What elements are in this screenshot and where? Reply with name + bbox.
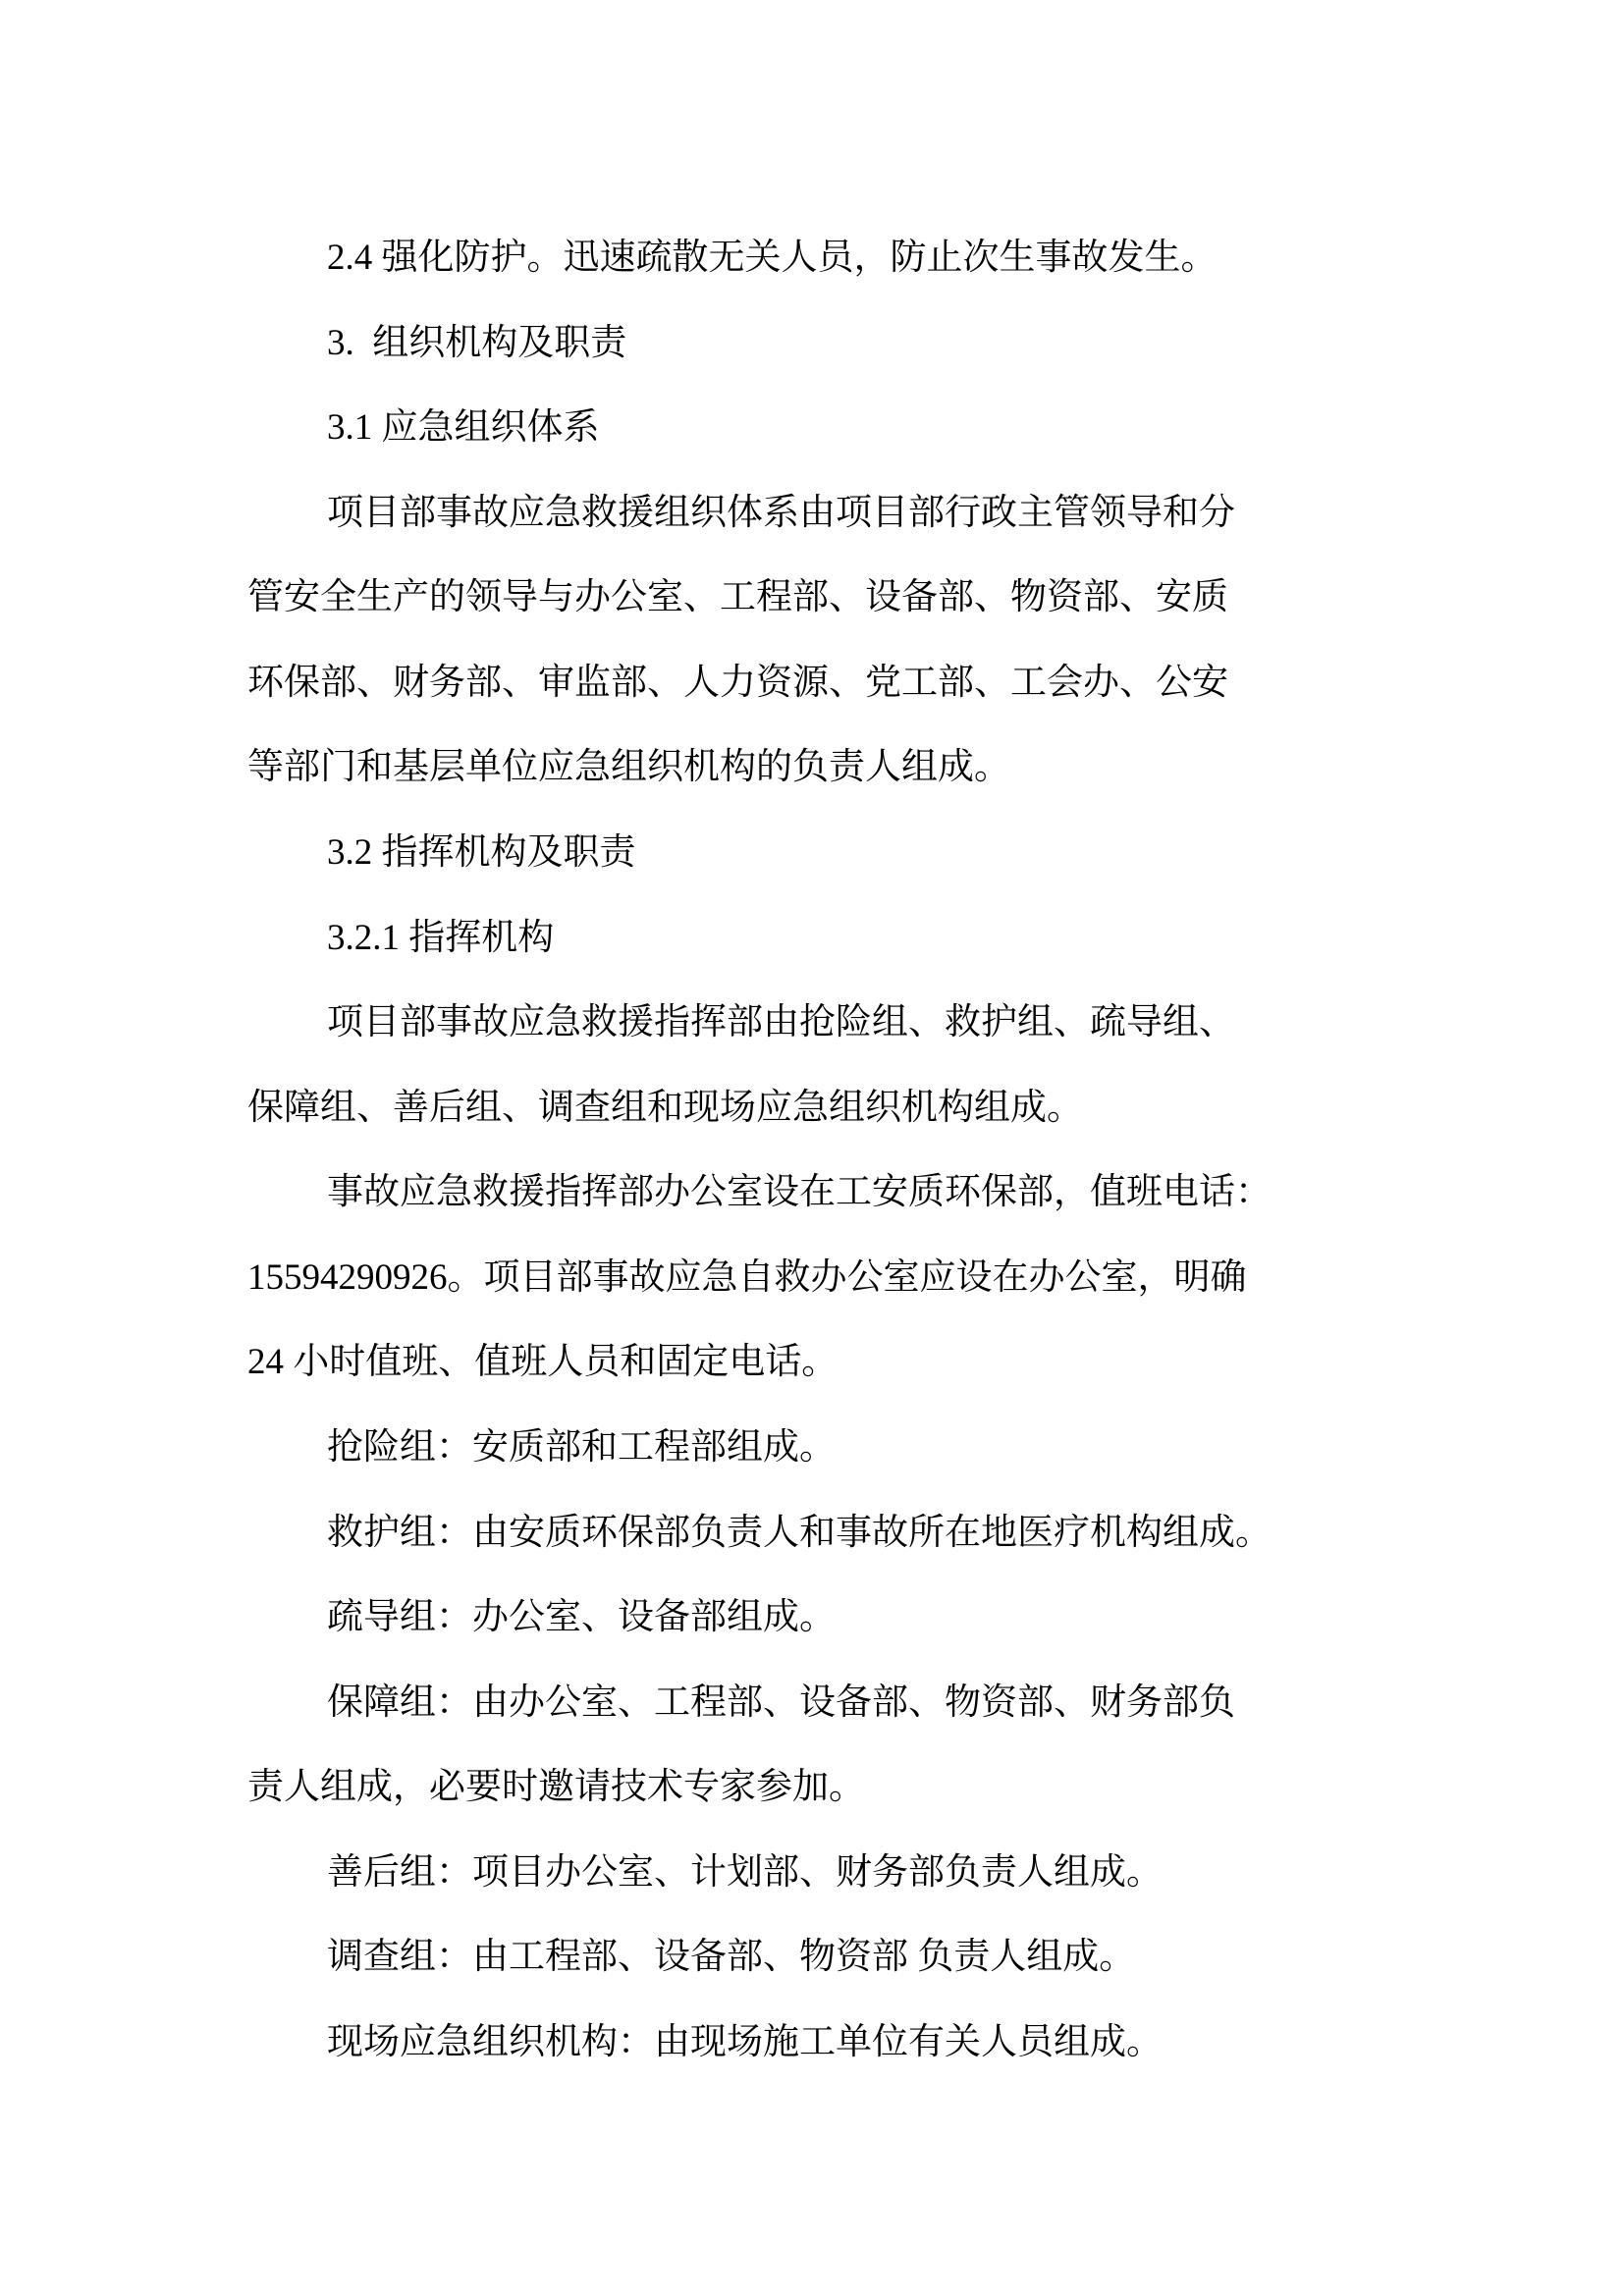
- paragraph-line: 项目部事故应急救援组织体系由项目部行政主管领导和分: [327, 493, 1235, 533]
- paragraph-line: 保障组、善后组、调查组和现场应急组织机构组成。: [247, 1088, 1083, 1128]
- paragraph-line: 事故应急救援指挥部办公室设在工安质环保部，值班电话：: [327, 1172, 1272, 1212]
- investigation-team-line: 调查组：由工程部、设备部、物资部 负责人组成。: [327, 1937, 1136, 1977]
- heading-3-organization-duties: 3. 组织机构及职责: [327, 323, 627, 363]
- support-team-line-cont: 责人组成，必要时邀请技术专家参加。: [247, 1767, 865, 1807]
- paragraph-line: 管安全生产的领导与办公室、工程部、设备部、物资部、安质: [247, 577, 1228, 617]
- heading-2-4-strengthen-protection: 2.4 强化防护。迅速疏散无关人员，防止次生事故发生。: [327, 238, 1218, 278]
- heading-3-2-1-command-body: 3.2.1 指挥机构: [327, 918, 555, 958]
- paragraph-line: 等部门和基层单位应急组织机构的负责人组成。: [247, 747, 1010, 787]
- rescue-team-line: 抢险组：安质部和工程部组成。: [327, 1427, 836, 1468]
- medical-team-line: 救护组：由安质环保部负责人和事故所在地医疗机构组成。: [327, 1513, 1272, 1553]
- evacuation-team-line: 疏导组：办公室、设备部组成。: [327, 1597, 836, 1637]
- paragraph-line: 24 小时值班、值班人员和固定电话。: [247, 1342, 839, 1382]
- paragraph-line: 环保部、财务部、审监部、人力资源、党工部、工会办、公安: [247, 663, 1228, 703]
- heading-3-1-emergency-system: 3.1 应急组织体系: [327, 407, 600, 448]
- paragraph-line: 项目部事故应急救援指挥部由抢险组、救护组、疏导组、: [327, 1002, 1235, 1042]
- onsite-emergency-org-line: 现场应急组织机构：由现场施工单位有关人员组成。: [327, 2022, 1163, 2062]
- support-team-line: 保障组：由办公室、工程部、设备部、物资部、财务部负: [327, 1682, 1235, 1723]
- paragraph-line-duty-phone: 15594290926。项目部事故应急自救办公室应设在办公室，明确: [247, 1257, 1247, 1298]
- aftermath-team-line: 善后组：项目办公室、计划部、财务部负责人组成。: [327, 1852, 1163, 1893]
- heading-3-2-command-duties: 3.2 指挥机构及职责: [327, 832, 636, 873]
